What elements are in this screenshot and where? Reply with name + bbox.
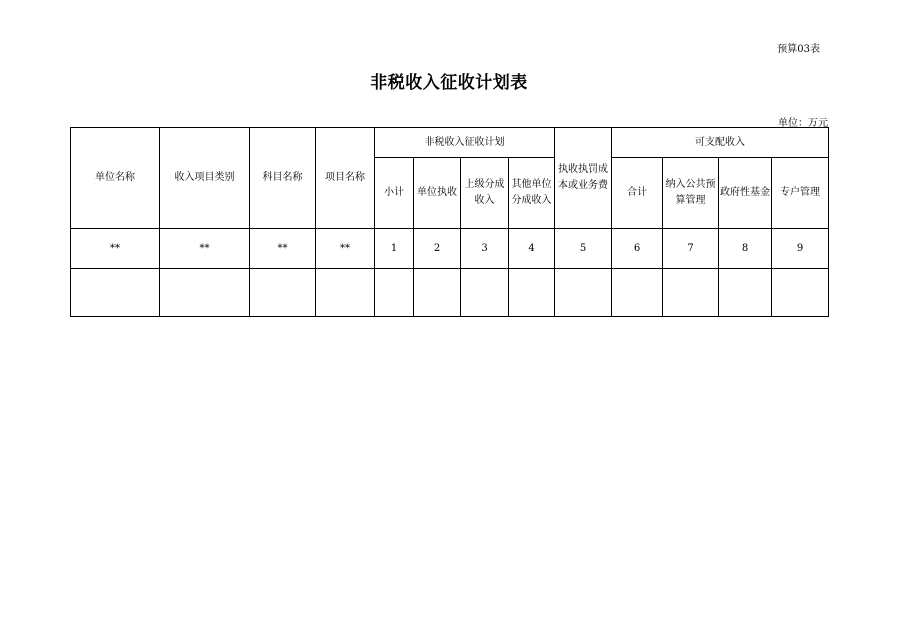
table-row <box>71 229 829 269</box>
table-cell <box>375 269 414 317</box>
unit-label: 单位：万元 <box>778 118 828 129</box>
page-title: 非税收入征收计划表 <box>370 73 528 93</box>
table-cell <box>719 269 772 317</box>
table-cell: 7 <box>663 229 719 269</box>
table-cell: 3 <box>461 229 509 269</box>
table-cell: 6 <box>612 229 663 269</box>
table-cell: ** <box>160 229 250 269</box>
header-unit-collection: 单位执收 <box>414 158 461 229</box>
header-row-top <box>71 128 829 158</box>
table-cell: 1 <box>375 229 414 269</box>
table-cell: 5 <box>555 229 612 269</box>
table-cell: 2 <box>414 229 461 269</box>
table-cell <box>160 269 250 317</box>
table-cell: 8 <box>719 229 772 269</box>
header-unit-name: 单位名称 <box>71 128 160 229</box>
header-gov-fund: 政府性基金 <box>719 158 772 229</box>
table-cell: ** <box>316 229 375 269</box>
header-subtotal: 小计 <box>375 158 414 229</box>
table-cell <box>250 269 316 317</box>
table-cell <box>71 269 160 317</box>
table-cell: 9 <box>772 229 829 269</box>
header-other-share: 其他单位分成收入 <box>509 158 555 229</box>
header-disposable-income: 可支配收入 <box>612 128 829 158</box>
table-cell: ** <box>250 229 316 269</box>
table-cell <box>509 269 555 317</box>
table-cell <box>555 269 612 317</box>
header-item-name: 项目名称 <box>316 128 375 229</box>
table-cell: ** <box>71 229 160 269</box>
table-cell <box>772 269 829 317</box>
table-cell <box>663 269 719 317</box>
form-number: 预算03表 <box>777 44 820 55</box>
table-row-empty <box>71 269 829 317</box>
table-cell: 4 <box>509 229 555 269</box>
header-upper-share: 上级分成收入 <box>461 158 509 229</box>
header-collection-plan: 非税收入征收计划 <box>375 128 555 158</box>
tax-plan-table <box>70 127 829 317</box>
table-cell <box>461 269 509 317</box>
header-enforcement-cost: 执收执罚成本或业务费 <box>555 128 612 229</box>
table-cell <box>414 269 461 317</box>
header-total: 合计 <box>612 158 663 229</box>
header-public-budget: 纳入公共预算管理 <box>663 158 719 229</box>
header-income-category: 收入项目类别 <box>160 128 250 229</box>
header-special-account: 专户管理 <box>772 158 829 229</box>
table-cell <box>316 269 375 317</box>
header-subject-name: 科目名称 <box>250 128 316 229</box>
table-cell <box>612 269 663 317</box>
